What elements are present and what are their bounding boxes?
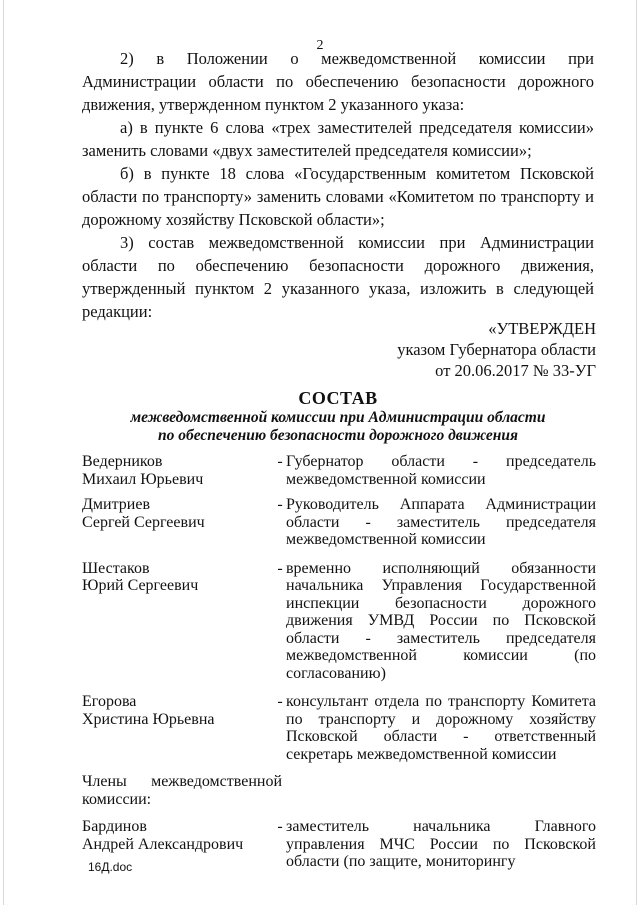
paragraph-2-text: 2) в Положении о межведомственной комиссии при Администрации области по обеспечению безопасности дорожного движения, утвержденном пунктом 2 указанного указа: xyxy=(82,49,594,114)
member-dash: - xyxy=(277,559,283,577)
member-row xyxy=(82,818,596,871)
member-role: заместитель начальника Главного управления МЧС России по Псковской области (по защите, мониторингу xyxy=(286,818,596,870)
member-name xyxy=(82,496,274,549)
paragraph-2b xyxy=(82,162,594,231)
paragraph-2 xyxy=(82,47,594,116)
member-given-name: Сергей Сергеевич xyxy=(82,513,205,531)
members-heading: Члены межведомственной комиссии: xyxy=(82,773,282,808)
member-given-name: Юрий Сергеевич xyxy=(82,577,199,594)
member-given-name: Христина Юрьевна xyxy=(82,710,215,728)
composition-subtitle-2: по обеспечению безопасности дорожного движения xyxy=(158,427,518,444)
paragraph-2a-text: а) в пункте 6 слова «трех заместителей председателя комиссии» заменить словами «двух заместителей председателя комиссии»; xyxy=(82,118,594,160)
member-given-name: Андрей Александрович xyxy=(82,835,244,853)
member-dash: - xyxy=(277,453,283,470)
member-row xyxy=(82,453,596,488)
member-surname: Шестаков xyxy=(82,559,150,577)
composition-heading: СОСТАВ xyxy=(298,388,378,408)
paragraph-2b-text: б) в пункте 18 слова «Государственным комитетом Псковской области по транспорту» заменить словами «Комитетом по транспорту и дорожному хозяйству Псковской области»; xyxy=(82,164,594,229)
scan-edge-right xyxy=(636,0,637,905)
scan-edge-left xyxy=(3,0,4,905)
member-name xyxy=(82,693,274,763)
member-surname: Егорова xyxy=(82,693,137,710)
member-name xyxy=(82,453,274,488)
member-dash: - xyxy=(277,496,283,513)
member-surname: Бардинов xyxy=(82,818,147,835)
member-role: Губернатор области - председатель межведомственной комиссии xyxy=(286,453,596,488)
paragraph-3-text: 3) состав межведомственной комиссии при Администрации области по обеспечению безопасности дорожного движения, утвержденный пунктом 2 указанного указа, изложить в следующей редакции: xyxy=(82,233,594,321)
page-number: 2 xyxy=(316,38,324,53)
file-name-footer: 16Д.doc xyxy=(88,860,133,874)
member-name xyxy=(82,560,274,683)
members-list xyxy=(82,453,596,871)
approval-line-3: от 20.06.2017 № 33-УГ xyxy=(435,361,596,380)
member-surname: Ведерников xyxy=(82,453,163,470)
member-row xyxy=(82,496,596,549)
member-role: временно исполняющий обязанности начальника Управления Государственной инспекции безопасности дорожного движения УМВД России по Псковской области - заместитель председателя межведомственной комиссии (по согласованию) xyxy=(286,559,596,682)
member-surname: Дмитриев xyxy=(82,496,151,513)
paragraph-2a xyxy=(82,116,594,162)
member-row xyxy=(82,693,596,763)
member-role: консультант отдела по транспорту Комитета по транспорту и дорожному хозяйству Псковской области - ответственный секретарь межведомственной комиссии xyxy=(286,693,596,763)
member-given-name: Михаил Юрьевич xyxy=(82,470,204,488)
paragraph-3 xyxy=(82,231,594,323)
member-dash: - xyxy=(277,693,283,710)
approval-line-2: указом Губернатора области xyxy=(397,340,596,359)
member-dash: - xyxy=(277,818,283,835)
approval-line-1: «УТВЕРЖДЕН xyxy=(488,319,596,338)
member-row xyxy=(82,560,596,683)
approval-stamp xyxy=(370,318,596,381)
member-role: Руководитель Аппарата Администрации области - заместитель председателя межведомственной комиссии xyxy=(286,496,596,548)
composition-subtitle-1: межведомственной комиссии при Администрации области xyxy=(130,409,546,426)
